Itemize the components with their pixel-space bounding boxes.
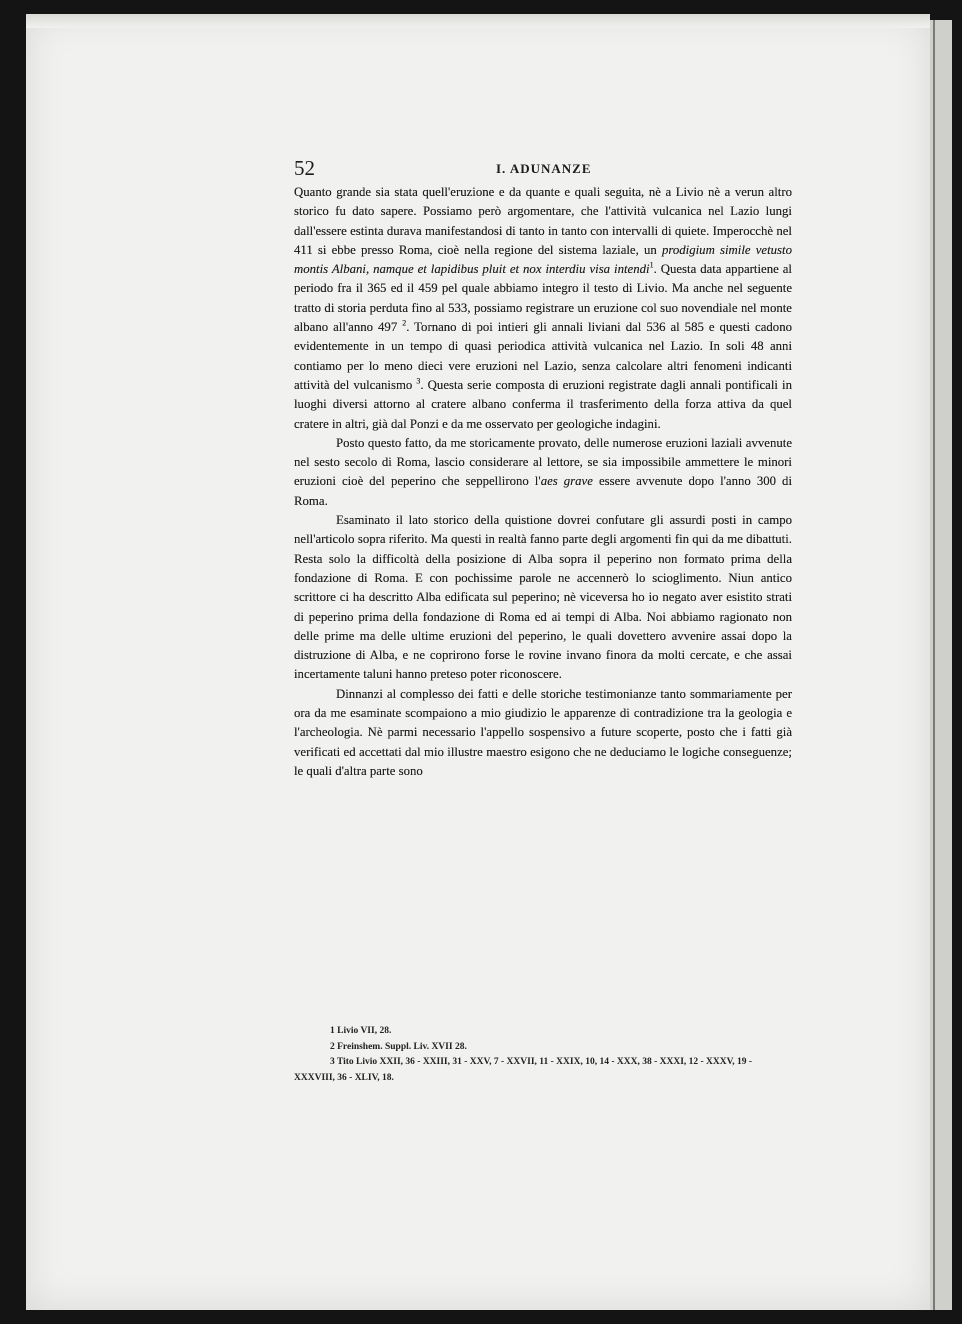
paragraph-4: Dinnanzi al complesso dei fatti e delle storiche testimonianze tanto sommariamente per ora da me esaminate scompaiono a mio giudizio le apparenze di contradizione tra la geologia e l'archeologia. Nè parmi necessario l'appello sospensivo a future scoperte, posto che i fatti già verificati ed accettati dal mio illustre maestro esigono che ne deduciamo le logiche conseguenze; le quali d'altra parte sono (294, 686, 792, 778)
footnote-ref-2: 2 (402, 318, 407, 328)
paragraph-1-text-b: . Questa data appartiene al periodo fra il 365 ed il 459 pel quale abbiamo integro il testo di Livio. Ma anche nel seguente tratto di storia perduta fino al 533, possiamo registrare un eruzione col suo novendiale nel monte albano all'anno 497 (294, 262, 792, 335)
running-header (294, 156, 792, 182)
adjacent-page-edge (930, 20, 952, 1310)
footnote-2: 2 Freinshem. Suppl. Liv. XVII 28. (330, 1041, 467, 1052)
footnotes (294, 1024, 792, 1086)
page-top-shadow (26, 14, 930, 28)
paragraph-2 (294, 434, 792, 511)
main-text (294, 183, 792, 781)
page-number: 52 (294, 156, 315, 180)
paragraph-3: Esaminato il lato storico della quistione dovrei confutare gli assurdi posti in campo nell'articolo sopra riferito. Ma questi in realtà fanno parte degli argomenti fin qui da me dibattuti. Resta solo la difficoltà della posizione di Alba sopra il peperino non formato prima della fondazione di Roma. E con pochissime parole ne accennerò lo scioglimento. Niun antico scrittore ci ha descritto Alba edificata sul peperino; nè viceversa ho io negato aver esistito strati di peperino prima della fondazione di Roma ed ai tempi di Alba. Noi abbiamo ragionato non delle prime ma delle ultime eruzioni del peperino, le quali dovettero avvenire assai dopo la distruzione di Alba, e ne coprirono forse le rovine invano finora da molti cercate, e che assai incertamente taluni hanno preteso poter riconoscere. (294, 513, 792, 682)
running-title: I. ADUNANZE (496, 161, 592, 176)
aes-grave-term: aes grave (540, 474, 593, 489)
paragraph-1-text-c: . Tornano di poi intieri gli annali liviani dal 536 al 585 e questi cadono evidentemente in un tempo di quasi periodica attività vulcanica nel Lazio. In soli 48 anni contiamo per lo meno dieci vere eruzioni nel Lazio, senza calcolare altri fenomeni indicanti attività del vulcanismo (294, 320, 792, 392)
paragraph-2-text-a: Posto questo fatto, da me storicamente provato, delle numerose eruzioni laziali avvenute nel sesto secolo di Roma, lascio considerare al lettore, se sia impossibile ammettere le minori eruzioni cioè del peperino che seppellirono l' (294, 435, 792, 489)
footnote-ref-1: 1 (649, 260, 654, 270)
paragraph-2-text-b: essere avvenute dopo l'anno 300 di Roma. (294, 474, 793, 508)
footnote-3: 3 Tito Livio XXII, 36 - XXIII, 31 - XXV, 7 - XXVII, 11 - XXIX, 10, 14 - XXX, 38 - XXXI, 12 - XXXV, 19 - XXXVIII, 36 - XLIV, 18. (294, 1057, 753, 1083)
paragraph-1-text-d: . Questa serie composta di eruzioni registrate dagli annali pontificali in luoghi diversi attorno al cratere albano conferma il trasferimento della forza attiva da quel cratere in altri, già dal Ponzi e da me osservato per geologiche indagini. (294, 377, 792, 431)
footnote-1: 1 Livio VII, 28. (330, 1026, 392, 1036)
paragraph-1 (294, 183, 792, 434)
paragraph-1-text-a: Quanto grande sia stata quell'eruzione e da quante e quali seguita, nè a Livio nè a verun altro storico fu dato sapere. Possiamo però argomentare, che l'attività vulcanica nel Lazio lungi dall'essere estinta durava manifestandosi di tanto in tanto con intervalli di quiete. Imperocchè nel 411 si ebbe presso Roma, cioè nella regione del sistema laziale, un (294, 185, 792, 257)
footnote-ref-3: 3 (416, 376, 421, 386)
latin-quotation: prodigium simile vetusto montis Albani, namque et lapidibus pluit et nox interdiu visa intendi (294, 242, 792, 277)
